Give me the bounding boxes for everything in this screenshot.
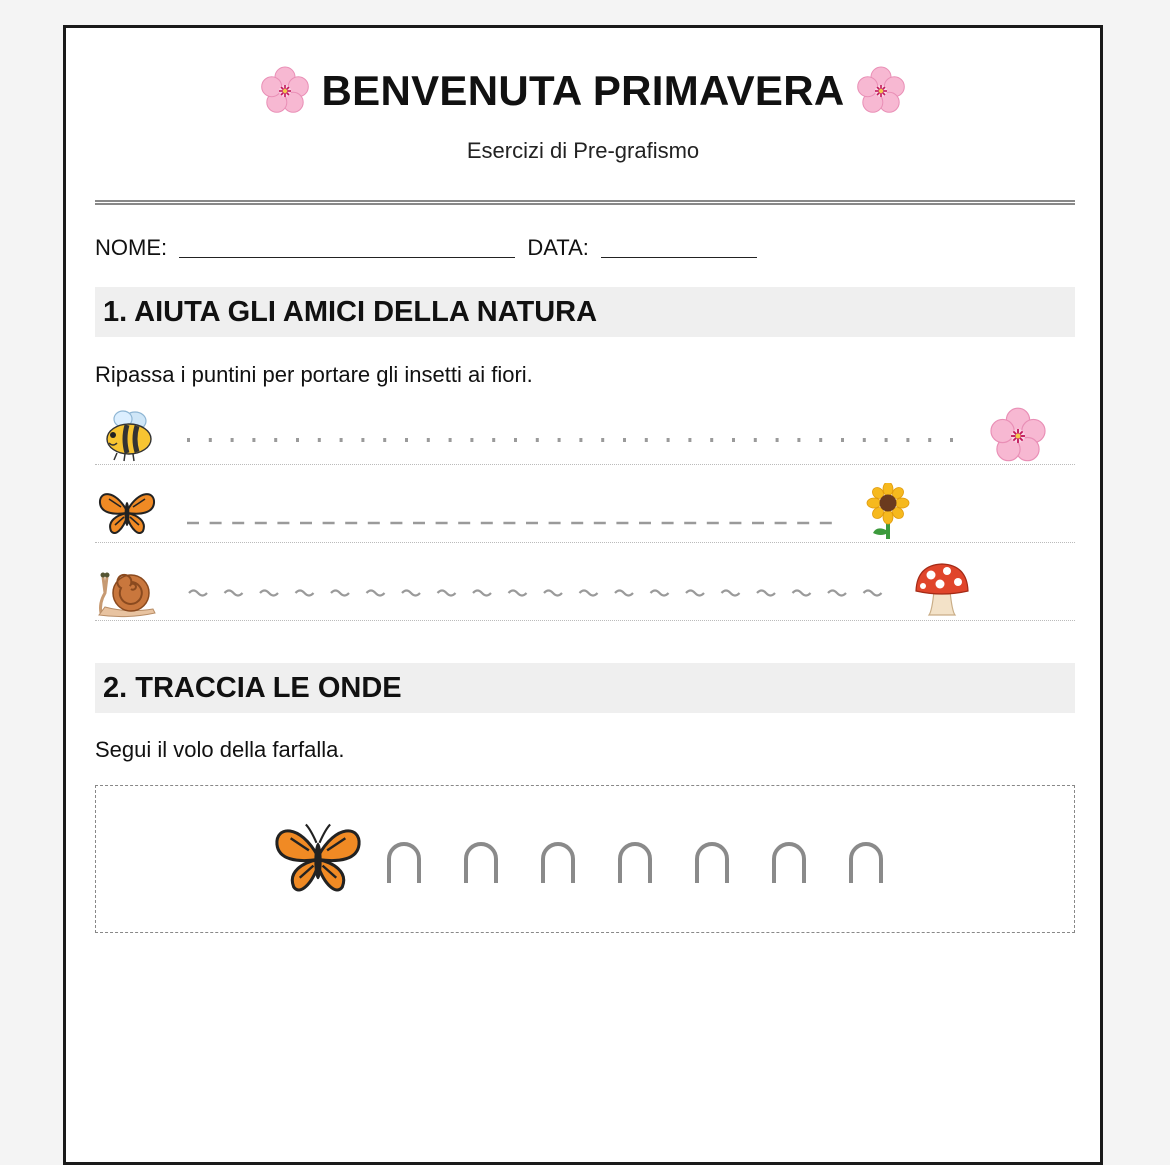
- wavy-trace-path[interactable]: [185, 583, 905, 603]
- snail-icon: [97, 563, 157, 619]
- dotted-trace-path[interactable]: [185, 435, 965, 445]
- name-date-fields: [95, 235, 757, 261]
- name-blank-line[interactable]: [179, 239, 515, 258]
- trace-row-snail: [95, 551, 1075, 621]
- page-subtitle: Esercizi di Pre-grafismo: [466, 138, 700, 163]
- arch-trace-shape[interactable]: [771, 841, 807, 883]
- worksheet-page: [63, 25, 1103, 1165]
- section-1-instruction: Ripassa i puntini per portare gli insetti ai fiori.: [95, 362, 533, 387]
- section-1-heading: 1. AIUTA GLI AMICI DELLA NATURA: [95, 287, 1075, 337]
- arch-trace-row[interactable]: [386, 841, 884, 883]
- cherry-blossom-icon: [260, 66, 310, 116]
- sunflower-icon: [863, 483, 913, 541]
- cherry-blossom-icon: [856, 66, 906, 116]
- page-title: BENVENUTA PRIMAVERA: [321, 67, 845, 114]
- arch-trace-shape[interactable]: [540, 841, 576, 883]
- butterfly-icon: [97, 487, 157, 537]
- wave-tracing-box: [95, 785, 1075, 933]
- header-divider: [95, 200, 1075, 205]
- arch-trace-shape[interactable]: [463, 841, 499, 883]
- date-label: DATA:: [527, 235, 589, 260]
- bee-icon: [97, 407, 157, 463]
- arch-trace-shape[interactable]: [694, 841, 730, 883]
- cherry-blossom-icon: [989, 407, 1047, 465]
- section-2-instruction: Segui il volo della farfalla.: [95, 737, 345, 762]
- mushroom-icon: [913, 561, 971, 619]
- arch-trace-shape[interactable]: [848, 841, 884, 883]
- arch-trace-shape[interactable]: [386, 841, 422, 883]
- name-label: NOME:: [95, 235, 168, 260]
- trace-row-butterfly: [95, 473, 1075, 543]
- section-2-heading: 2. TRACCIA LE ONDE: [95, 663, 1075, 713]
- dashed-trace-path[interactable]: [185, 519, 845, 527]
- date-blank-line[interactable]: [601, 239, 757, 258]
- trace-row-bee: [95, 395, 1075, 465]
- title-row: [66, 66, 1100, 116]
- arch-trace-shape[interactable]: [617, 841, 653, 883]
- butterfly-icon: [271, 820, 365, 896]
